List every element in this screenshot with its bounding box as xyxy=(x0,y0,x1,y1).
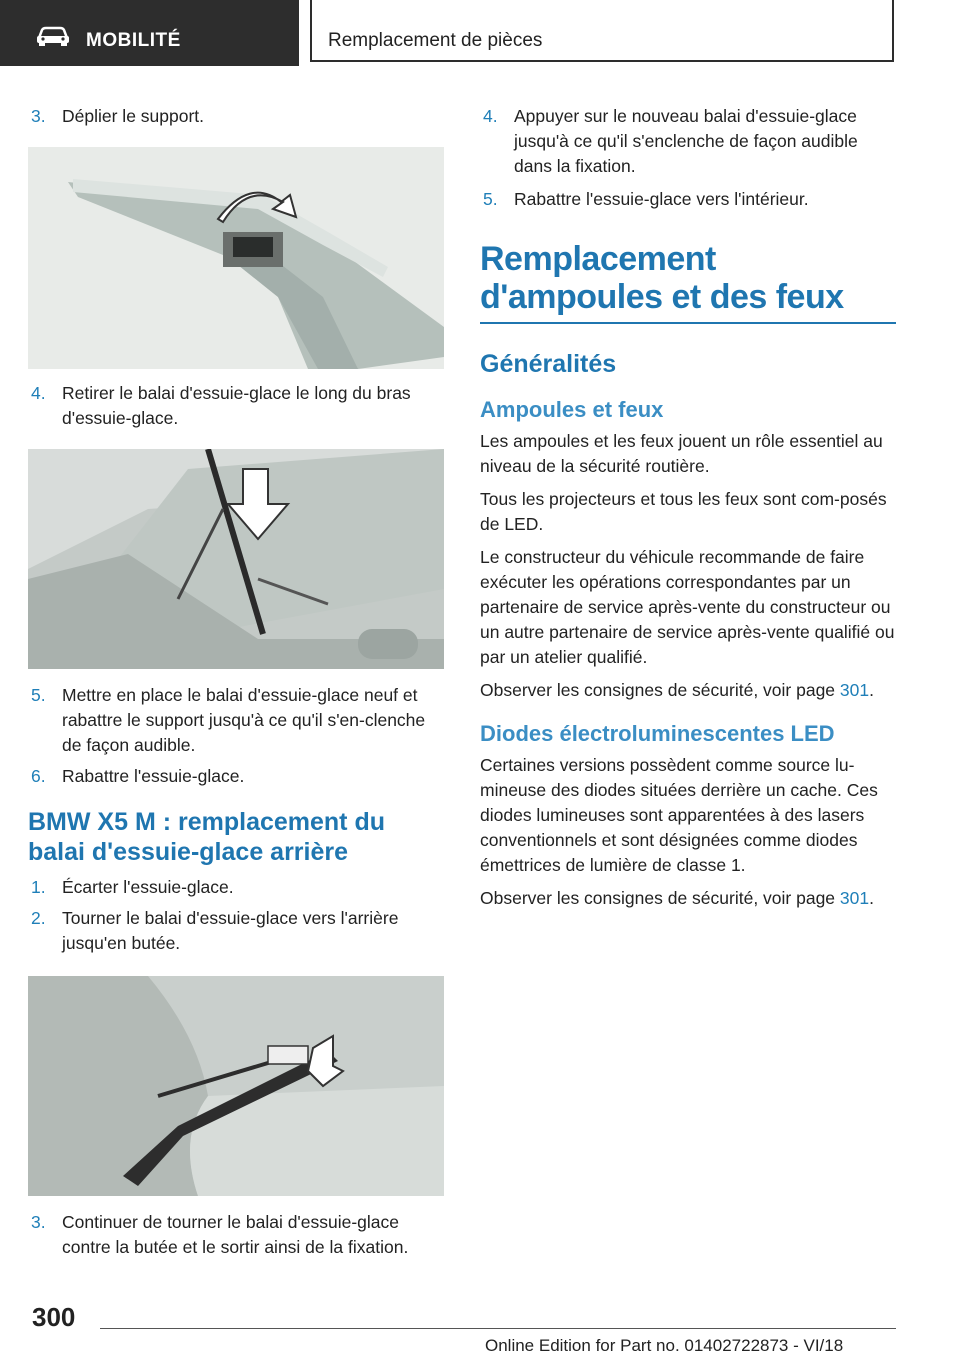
paragraph xyxy=(480,678,896,703)
step-text: Retirer le balai d'essuie-glace le long du bras d'essuie-glace. xyxy=(62,383,411,428)
step-item xyxy=(28,381,444,431)
step-item xyxy=(28,1210,444,1260)
right-column xyxy=(480,100,896,911)
page-link[interactable]: 301 xyxy=(839,680,870,700)
subsection-heading: Diodes électroluminescentes LED xyxy=(480,721,835,746)
step-number: 1. xyxy=(31,877,46,897)
paragraph xyxy=(480,886,896,911)
left-column xyxy=(28,100,444,1260)
chapter-heading: Remplacement d'ampoules et des feux xyxy=(480,240,844,316)
heading-rule xyxy=(480,322,896,324)
footer-rule xyxy=(100,1328,896,1329)
page-number: 300 xyxy=(32,1302,76,1332)
section-heading: BMW X5 M : remplacement du balai d'essuie-glace arrière xyxy=(28,808,385,866)
step-number: 5. xyxy=(483,189,498,209)
step-item xyxy=(28,764,444,789)
step-text: Mettre en place le balai d'essuie-glace neuf et rabattre le support jusqu'à ce qu'il s'en-clenche de façon audible. xyxy=(62,685,426,755)
step-item xyxy=(28,683,444,758)
step-item xyxy=(28,906,444,956)
chapter-title: Remplacement de pièces xyxy=(328,30,543,51)
edition-text: Online Edition for Part no. 01402722873 - VI/18 xyxy=(485,1336,844,1355)
rear-wiper-graphic xyxy=(28,976,444,1196)
wiper-unfold-illustration xyxy=(28,147,444,369)
section-heading: Généralités xyxy=(480,350,617,378)
step-number: 4. xyxy=(31,383,46,403)
rear-wiper-illustration xyxy=(28,976,444,1196)
paragraph: Certaines versions possèdent comme source lu-mineuse des diodes situées derrière un cache. Ces diodes lumineuses sont apparentées à des lasers conventionnels et sont désignées comme diodes émettrices de lumière de classe 1. xyxy=(480,755,878,875)
step-item xyxy=(480,104,896,179)
paragraph-text: . xyxy=(869,888,874,908)
step-text: Continuer de tourner le balai d'essuie-glace contre la butée et le sortir ainsi de la fixation. xyxy=(62,1212,409,1257)
step-item xyxy=(480,187,896,212)
subsection-heading: Ampoules et feux xyxy=(480,397,664,422)
step-text: Déplier le support. xyxy=(62,106,205,126)
step-text: Tourner le balai d'essuie-glace vers l'arrière jusqu'en butée. xyxy=(62,908,399,953)
paragraph-text: Observer les consignes de sécurité, voir page xyxy=(480,888,840,908)
step-text: Rabattre l'essuie-glace vers l'intérieur. xyxy=(514,189,809,209)
paragraph: Le constructeur du véhicule recommande de faire exécuter les opérations correspondantes par un partenaire de service après-vente du constructeur ou un autre partenaire de service après-vente qualifié ou par un atelier qualifié. xyxy=(480,547,895,667)
step-text: Rabattre l'essuie-glace. xyxy=(62,766,245,786)
wiper-remove-illustration xyxy=(28,449,444,669)
step-number: 4. xyxy=(483,106,498,126)
step-text: Écarter l'essuie-glace. xyxy=(62,877,234,897)
step-number: 3. xyxy=(31,1212,46,1232)
paragraph: Tous les projecteurs et tous les feux sont com-posés de LED. xyxy=(480,489,887,534)
paragraph-text: . xyxy=(869,680,874,700)
step-text: Appuyer sur le nouveau balai d'essuie-glace jusqu'à ce qu'il s'enclenche de façon audible dans la fixation. xyxy=(514,106,858,176)
wiper-arm-graphic xyxy=(28,147,444,369)
chapter-header xyxy=(310,0,894,62)
page-link[interactable]: 301 xyxy=(839,888,870,908)
step-number: 3. xyxy=(31,106,46,126)
step-number: 6. xyxy=(31,766,46,786)
step-number: 2. xyxy=(31,908,46,928)
step-item xyxy=(28,104,444,129)
step-item xyxy=(28,875,444,900)
section-label: MOBILITÉ xyxy=(86,30,181,51)
paragraph: Les ampoules et les feux jouent un rôle essentiel au niveau de la sécurité routière. xyxy=(480,431,883,476)
paragraph-text: Observer les consignes de sécurité, voir page xyxy=(480,680,840,700)
windshield-graphic xyxy=(28,449,444,669)
car-icon xyxy=(36,26,70,46)
step-number: 5. xyxy=(31,685,46,705)
section-tab xyxy=(0,0,299,66)
